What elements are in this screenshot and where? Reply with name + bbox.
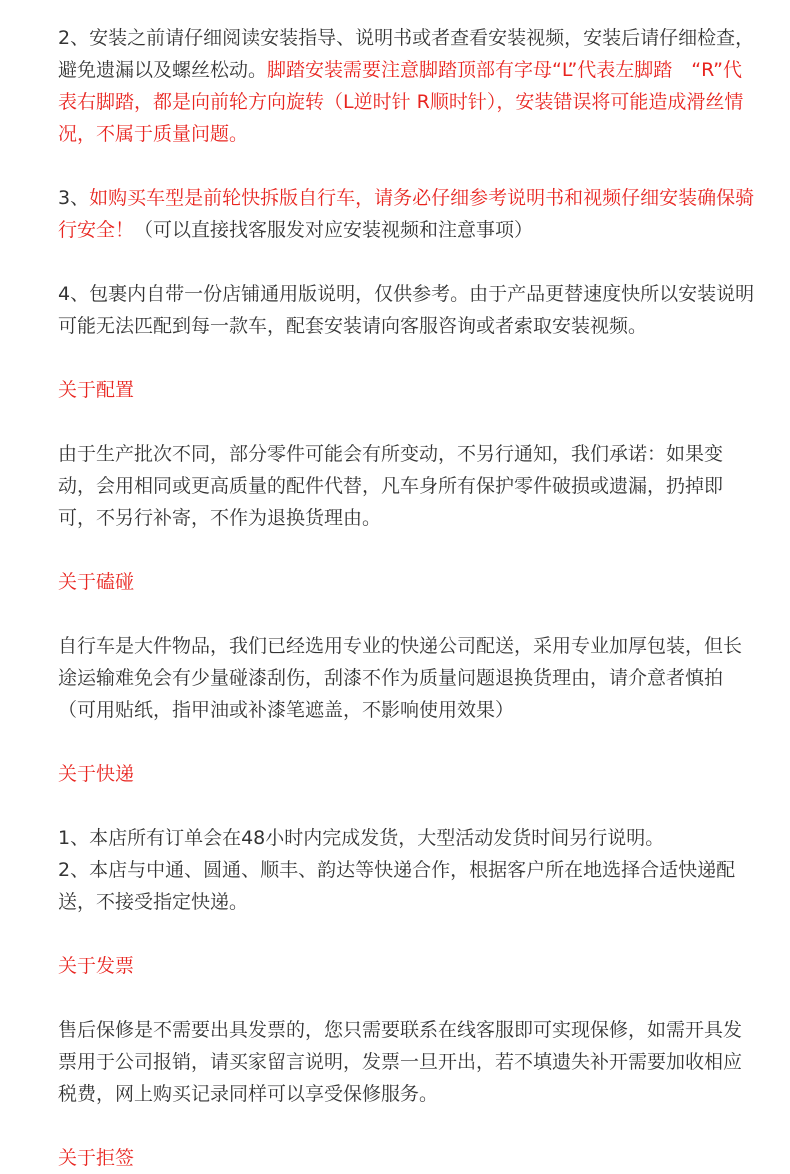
- shipping-line-1: 1、本店所有订单会在48小时内完成发货，大型活动发货时间另行说明。: [58, 827, 665, 849]
- section-body-invoice: 售后保修是不需要出具发票的，您只需要联系在线客服即可实现保修，如需开具发票用于公司报销，请买家留言说明，发票一旦开出，若不填遗失补开需要加收相应税费，网上购买记录同样可以享受保修服务。: [58, 1019, 743, 1105]
- section-title-shipping: 关于快递: [58, 763, 135, 785]
- install-item-2-text: 2、安装之前请仔细阅读安装指导、说明书或者查看安装视频，安装后请仔细检查，避免遗漏以及螺丝松动。: [58, 27, 755, 81]
- install-item-3: [58, 182, 758, 246]
- install-item-3-prefix: 3、: [58, 187, 90, 209]
- notice-document: [58, 22, 758, 1174]
- install-item-3-note: （可以直接找客服发对应安装视频和注意事项）: [134, 219, 534, 241]
- install-item-4: 4、包裹内自带一份店铺通用版说明，仅供参考。由于产品更替速度快所以安装说明可能无法匹配到每一款车，配套安装请向客服咨询或者索取安装视频。: [58, 283, 755, 337]
- pedal-warning: 脚踏安装需要注意脚踏顶部有字母“L”代表左脚踏 “R”代表右脚踏，都是向前轮方向旋转（L逆时针 R顺时针），安装错误将可能造成滑丝情况，不属于质量问题。: [58, 59, 744, 145]
- section-body-bump: 自行车是大件物品，我们已经选用专业的快递公司配送，采用专业加厚包装，但长途运输难免会有少量碰漆刮伤，刮漆不作为质量问题退换货理由，请介意者慎拍（可用贴纸，指甲油或补漆笔遮盖，不影响使用效果）: [58, 635, 743, 721]
- section-title-invoice: 关于发票: [58, 955, 135, 977]
- section-body-config: 由于生产批次不同，部分零件可能会有所变动，不另行通知，我们承诺：如果变动，会用相同或更高质量的配件代替，凡车身所有保护零件破损或遗漏，扔掉即可，不另行补寄，不作为退换货理由。: [58, 443, 724, 529]
- section-title-bump: 关于磕碰: [58, 571, 135, 593]
- section-title-config: 关于配置: [58, 379, 135, 401]
- shipping-line-2: 2、本店与中通、圆通、顺丰、韵达等快递合作，根据客户所在地选择合适快递配送，不接受指定快递。: [58, 859, 736, 913]
- section-title-refuse: 关于拒签: [58, 1147, 135, 1169]
- install-item-2: [58, 22, 758, 150]
- quick-release-warning: 如购买车型是前轮快拆版自行车，请务必仔细参考说明书和视频仔细安装确保骑行安全！: [58, 187, 755, 241]
